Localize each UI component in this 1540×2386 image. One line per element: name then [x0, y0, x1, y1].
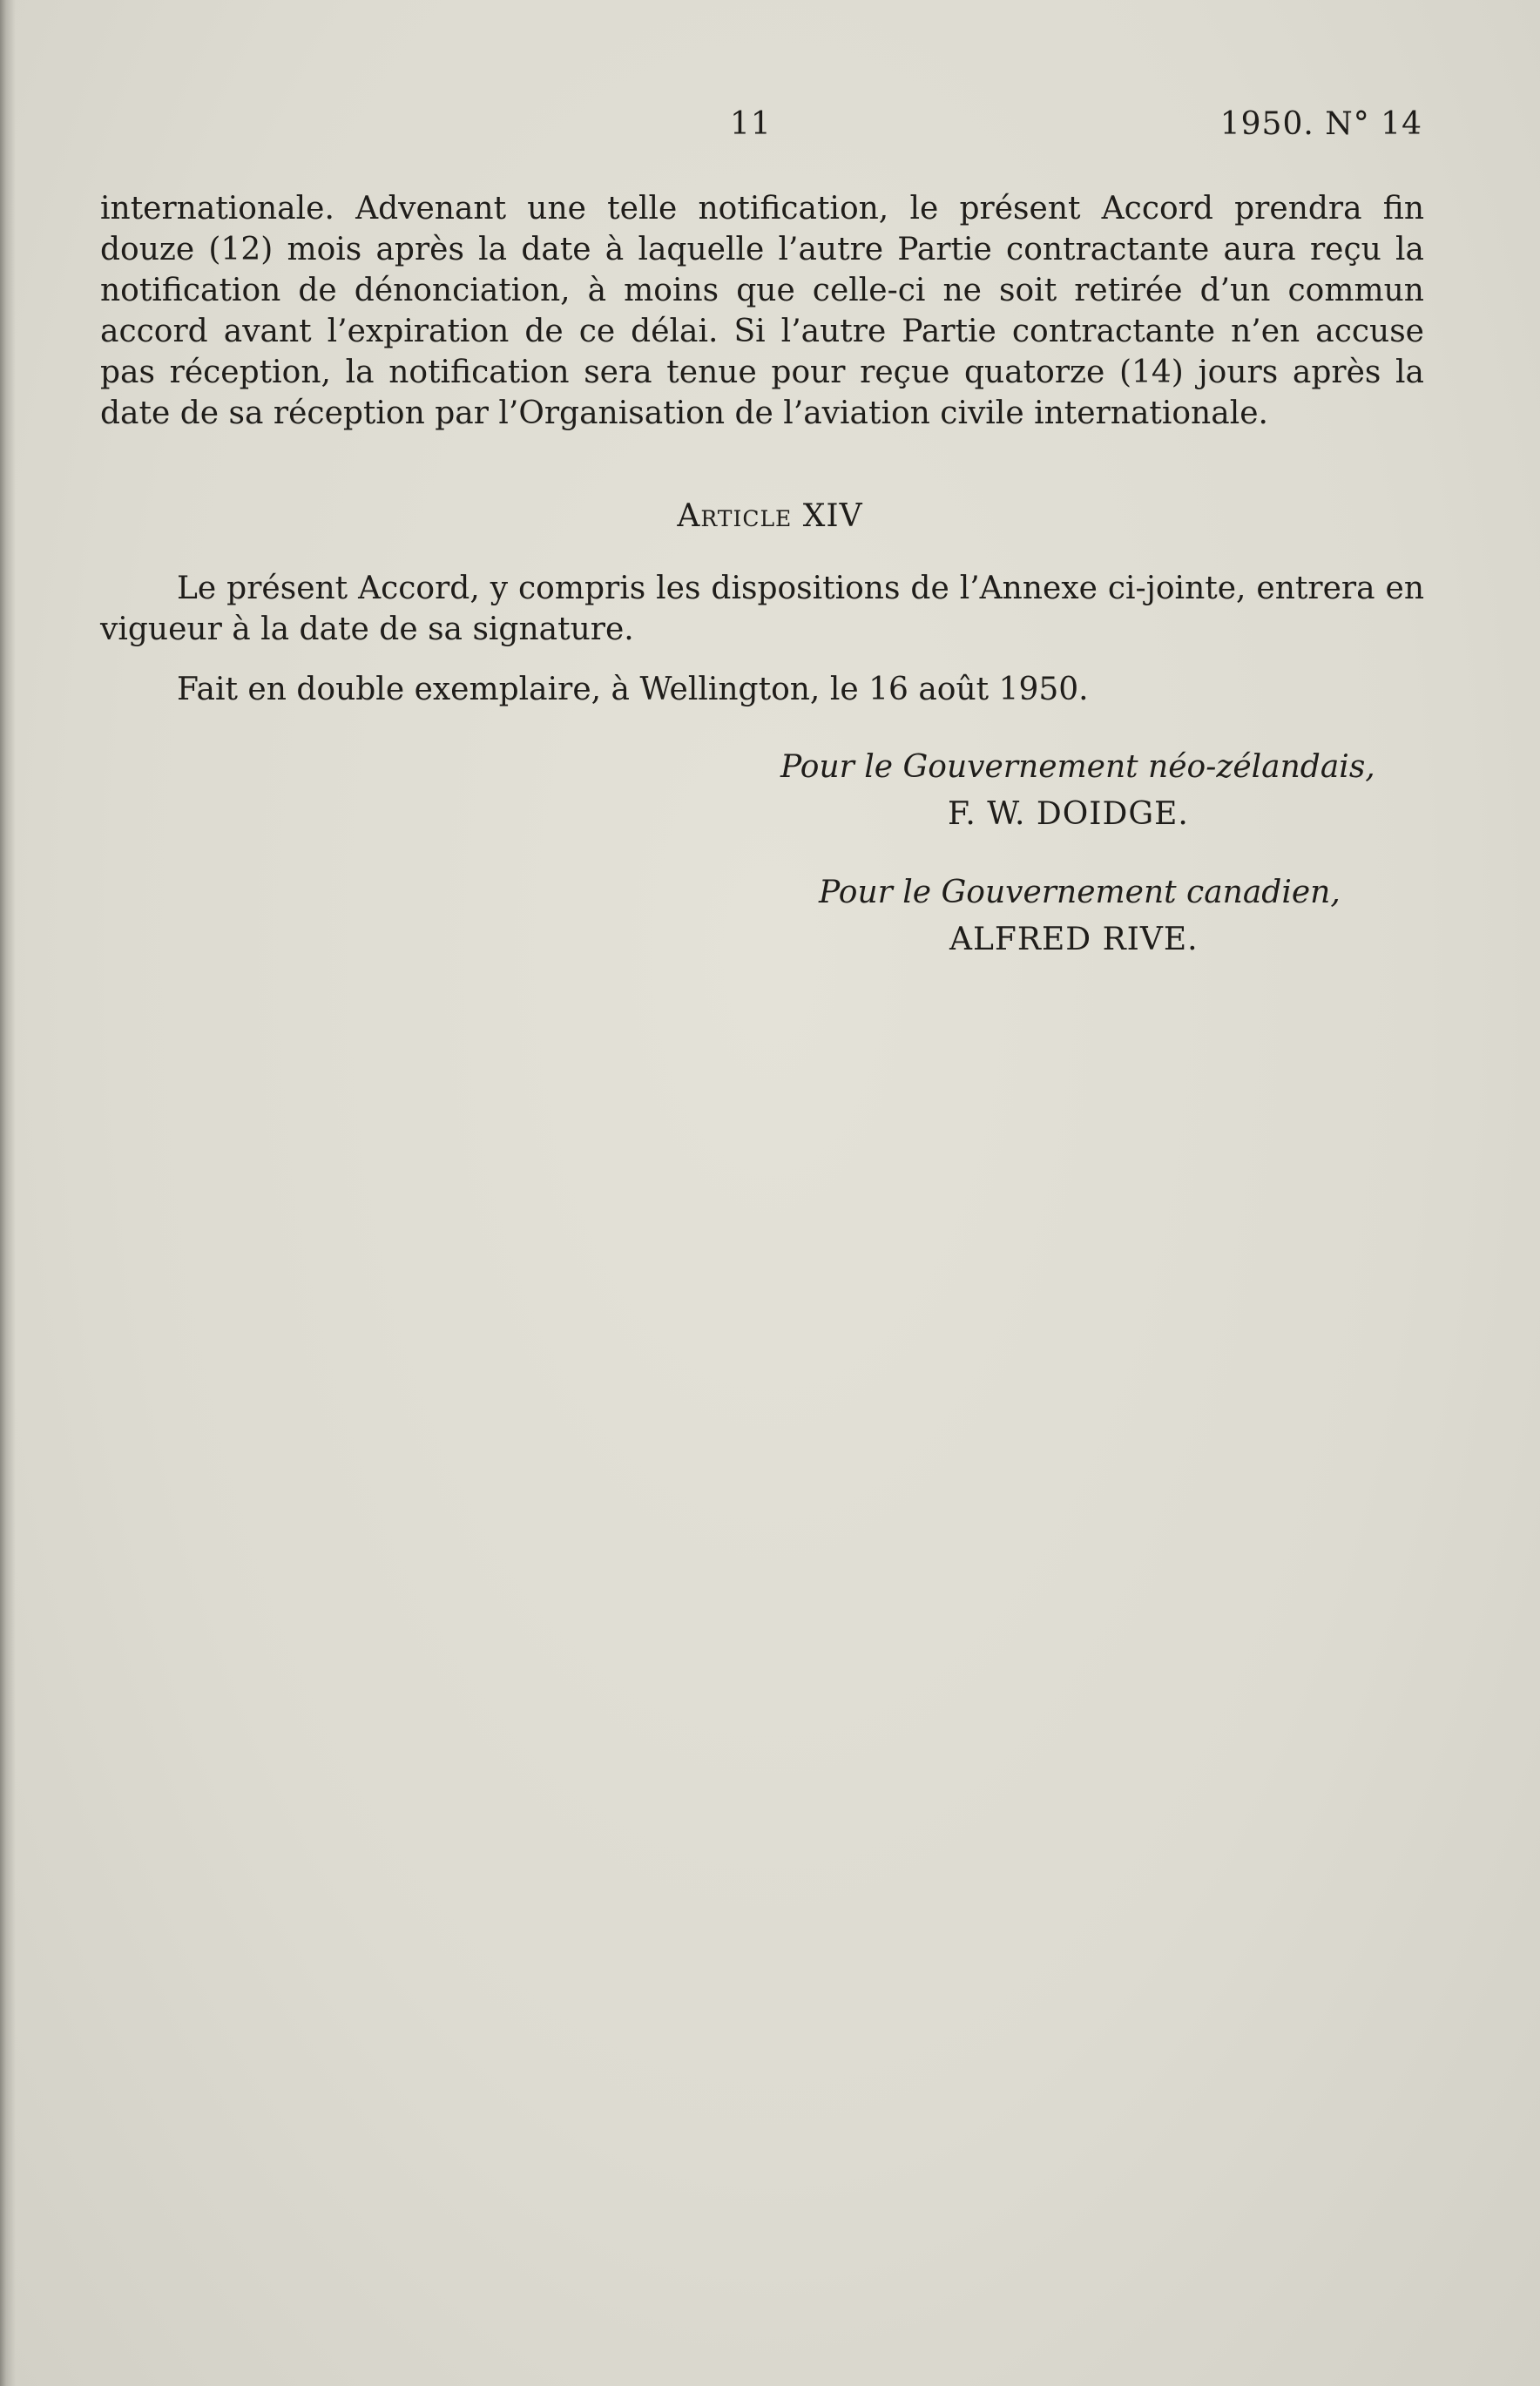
article-heading: Article XIV — [677, 498, 863, 534]
paragraph-entry-into-force: Le présent Accord, y compris les dispositions de l’Annexe ci-jointe, entrera en vigueur à la date de sa signature. — [100, 571, 1424, 647]
page-binding-edge — [0, 0, 16, 2386]
signature-nz-government: Pour le Gouvernement néo-zélandais, — [780, 749, 1375, 785]
signature-canada-government: Pour le Gouvernement canadien, — [819, 875, 1341, 910]
signatory-name-nz: F. W. DOIDGE. — [948, 796, 1189, 832]
page-number: 11 — [730, 106, 772, 142]
paragraph-termination: internationale. Advenant une telle notification, le présent Accord prendra fin douze (12) mois après la date à laquelle l’autre Partie contractante aura reçu la notification de dénonciation, à moins que celle-ci ne soit retirée d’un commun accord avant l’expiration de ce délai. Si l’autre Partie contractante n’en accuse pas réception, la notification sera tenue pour reçue quatorze (14) jours après la date de sa réception par l’Organisation de l’aviation civile internationale. — [100, 191, 1424, 431]
signatory-name-canada: ALFRED RIVE. — [949, 922, 1199, 957]
paragraph-done-at: Fait en double exemplaire, à Wellington, le 16 août 1950. — [177, 672, 1089, 707]
document-reference: 1950. N° 14 — [1219, 106, 1422, 142]
